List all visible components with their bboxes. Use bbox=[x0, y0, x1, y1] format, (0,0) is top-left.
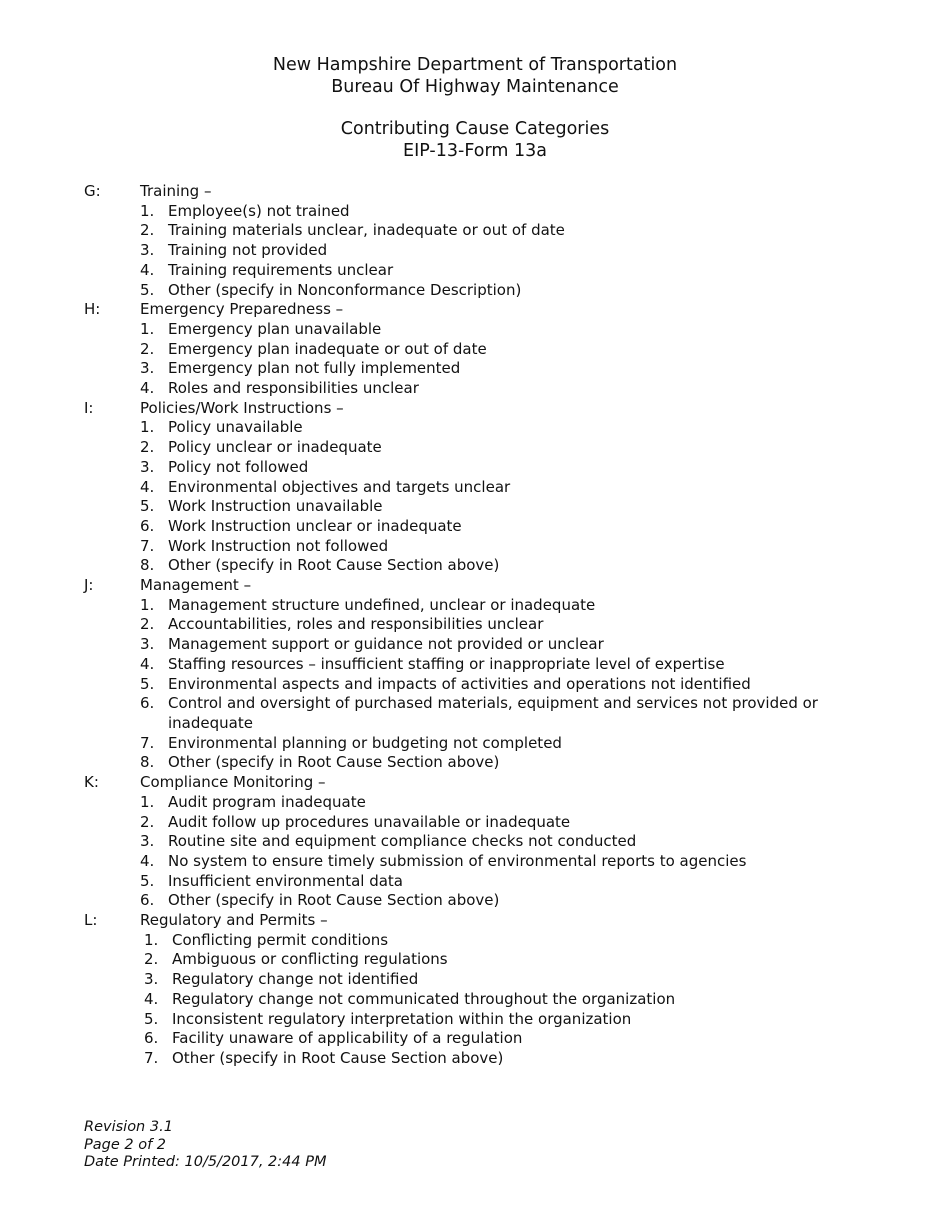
item-text: Environmental aspects and impacts of activities and operations not identified bbox=[168, 674, 751, 693]
category-list bbox=[84, 182, 844, 1069]
item-number: 5. bbox=[140, 871, 155, 890]
item-text: Other (specify in Root Cause Section above) bbox=[172, 1048, 504, 1067]
list-item bbox=[84, 891, 844, 911]
item-number: 1. bbox=[140, 201, 155, 220]
header-spacer bbox=[0, 98, 950, 119]
list-item bbox=[84, 261, 844, 281]
item-text: Emergency plan unavailable bbox=[168, 319, 382, 338]
category-title: Regulatory and Permits – bbox=[140, 911, 328, 930]
category-section bbox=[84, 182, 844, 300]
category-letter: J: bbox=[84, 576, 94, 595]
list-item bbox=[84, 1010, 844, 1030]
item-number: 2. bbox=[140, 339, 155, 358]
list-item bbox=[84, 615, 844, 635]
item-text: Training not provided bbox=[168, 241, 328, 260]
document-footer bbox=[84, 1119, 327, 1172]
item-number: 4. bbox=[140, 379, 155, 398]
item-number: 7. bbox=[140, 536, 155, 555]
item-number: 2. bbox=[140, 812, 155, 831]
item-text: Policy unclear or inadequate bbox=[168, 438, 382, 457]
item-text: Regulatory change not identified bbox=[172, 970, 419, 989]
category-section bbox=[84, 300, 844, 399]
item-text: Other (specify in Root Cause Section above) bbox=[168, 891, 500, 910]
item-number: 6. bbox=[140, 891, 155, 910]
list-item bbox=[84, 478, 844, 498]
list-item bbox=[84, 379, 844, 399]
list-item bbox=[84, 241, 844, 261]
item-number: 2. bbox=[140, 615, 155, 634]
list-item bbox=[84, 418, 844, 438]
item-text: Training requirements unclear bbox=[168, 260, 394, 279]
list-item bbox=[84, 970, 844, 990]
category-section bbox=[84, 576, 844, 773]
list-item bbox=[84, 793, 844, 813]
item-text: Work Instruction not followed bbox=[168, 536, 389, 555]
item-text: Environmental planning or budgeting not completed bbox=[168, 733, 562, 752]
item-number: 3. bbox=[140, 359, 155, 378]
list-item bbox=[84, 221, 844, 241]
list-item bbox=[84, 990, 844, 1010]
category-heading bbox=[84, 300, 844, 320]
page-number: Page 2 of 2 bbox=[84, 1136, 167, 1153]
item-text: Control and oversight of purchased materials, equipment and services not provided or inadequate bbox=[168, 694, 818, 732]
list-item bbox=[84, 734, 844, 754]
category-heading bbox=[84, 773, 844, 793]
list-item bbox=[84, 931, 844, 951]
item-text: Routine site and equipment compliance checks not conducted bbox=[168, 832, 637, 851]
list-item bbox=[84, 950, 844, 970]
item-number: 5. bbox=[140, 280, 155, 299]
document-title: Contributing Cause Categories bbox=[340, 119, 610, 139]
item-number: 1. bbox=[140, 595, 155, 614]
item-text: Ambiguous or conflicting regulations bbox=[172, 950, 448, 969]
item-text: Policy unavailable bbox=[168, 418, 303, 437]
document-header bbox=[0, 55, 950, 162]
item-text: No system to ensure timely submission of environmental reports to agencies bbox=[168, 851, 747, 870]
item-number: 6. bbox=[140, 694, 155, 713]
item-number: 1. bbox=[140, 418, 155, 437]
category-section bbox=[84, 911, 844, 1069]
list-item bbox=[84, 1029, 844, 1049]
item-number: 1. bbox=[140, 319, 155, 338]
list-item bbox=[84, 320, 844, 340]
item-number: 1. bbox=[144, 930, 159, 949]
item-number: 7. bbox=[144, 1048, 159, 1067]
list-item bbox=[84, 458, 844, 478]
category-heading bbox=[84, 399, 844, 419]
category-title: Training – bbox=[140, 182, 212, 200]
category-letter: I: bbox=[84, 398, 94, 417]
item-number: 1. bbox=[140, 792, 155, 811]
category-title: Compliance Monitoring – bbox=[140, 773, 326, 792]
item-number: 6. bbox=[140, 516, 155, 535]
item-number: 4. bbox=[140, 477, 155, 496]
item-number: 5. bbox=[144, 1009, 159, 1028]
category-heading bbox=[84, 182, 844, 202]
category-heading bbox=[84, 576, 844, 596]
list-item bbox=[84, 655, 844, 675]
item-number: 5. bbox=[140, 674, 155, 693]
item-number: 2. bbox=[140, 438, 155, 457]
item-text: Insufficient environmental data bbox=[168, 871, 403, 890]
item-number: 2. bbox=[144, 950, 159, 969]
item-number: 3. bbox=[140, 832, 155, 851]
category-letter: K: bbox=[84, 773, 99, 792]
item-text: Management support or guidance not provided or unclear bbox=[168, 635, 604, 654]
list-item bbox=[84, 281, 844, 301]
item-text: Accountabilities, roles and responsibilities unclear bbox=[168, 615, 544, 634]
item-text: Facility unaware of applicability of a regulation bbox=[172, 1029, 523, 1048]
form-id: EIP-13-Form 13a bbox=[403, 140, 547, 161]
item-number: 3. bbox=[144, 970, 159, 989]
item-number: 8. bbox=[140, 753, 155, 772]
item-text: Audit program inadequate bbox=[168, 792, 366, 811]
item-number: 4. bbox=[144, 989, 159, 1008]
item-text: Audit follow up procedures unavailable or inadequate bbox=[168, 812, 571, 831]
list-item bbox=[84, 872, 844, 892]
item-text: Other (specify in Root Cause Section above) bbox=[168, 753, 500, 772]
category-letter: G: bbox=[84, 182, 101, 200]
item-number: 6. bbox=[144, 1029, 159, 1048]
item-number: 3. bbox=[140, 635, 155, 654]
item-text: Conflicting permit conditions bbox=[172, 930, 389, 949]
list-item bbox=[84, 202, 844, 222]
list-item bbox=[84, 753, 844, 773]
category-title: Policies/Work Instructions – bbox=[140, 398, 344, 417]
item-text: Emergency plan not fully implemented bbox=[168, 359, 461, 378]
item-text: Training materials unclear, inadequate or out of date bbox=[168, 221, 565, 240]
item-text: Employee(s) not trained bbox=[168, 201, 350, 220]
category-title: Management – bbox=[140, 576, 252, 595]
item-text: Environmental objectives and targets unclear bbox=[168, 477, 511, 496]
list-item bbox=[84, 832, 844, 852]
item-number: 4. bbox=[140, 851, 155, 870]
item-text: Staffing resources – insufficient staffing or inappropriate level of expertise bbox=[168, 654, 725, 673]
item-number: 7. bbox=[140, 733, 155, 752]
item-number: 3. bbox=[140, 457, 155, 476]
item-text: Regulatory change not communicated throughout the organization bbox=[172, 989, 676, 1008]
item-text: Work Instruction unclear or inadequate bbox=[168, 516, 462, 535]
list-item bbox=[84, 596, 844, 616]
item-text: Emergency plan inadequate or out of date bbox=[168, 339, 487, 358]
category-section bbox=[84, 773, 844, 911]
list-item bbox=[84, 813, 844, 833]
item-text: Inconsistent regulatory interpretation within the organization bbox=[172, 1009, 632, 1028]
list-item bbox=[84, 438, 844, 458]
item-text: Other (specify in Root Cause Section above) bbox=[168, 556, 500, 575]
item-number: 5. bbox=[140, 497, 155, 516]
list-item bbox=[84, 537, 844, 557]
list-item bbox=[84, 497, 844, 517]
list-item bbox=[84, 1049, 844, 1069]
org-name: New Hampshire Department of Transportation bbox=[272, 55, 678, 75]
category-letter: L: bbox=[84, 911, 98, 930]
category-letter: H: bbox=[84, 300, 101, 319]
item-text: Policy not followed bbox=[168, 457, 309, 476]
item-text: Management structure undefined, unclear or inadequate bbox=[168, 595, 596, 614]
item-number: 4. bbox=[140, 260, 155, 279]
bureau-name: Bureau Of Highway Maintenance bbox=[331, 76, 619, 97]
item-number: 4. bbox=[140, 654, 155, 673]
item-text: Other (specify in Nonconformance Description) bbox=[168, 280, 522, 299]
revision-label: Revision 3.1 bbox=[84, 1119, 173, 1135]
list-item bbox=[84, 517, 844, 537]
item-number: 3. bbox=[140, 241, 155, 260]
list-item bbox=[84, 359, 844, 379]
list-item bbox=[84, 556, 844, 576]
item-text: Work Instruction unavailable bbox=[168, 497, 383, 516]
list-item bbox=[84, 675, 844, 695]
category-heading bbox=[84, 911, 844, 931]
category-title: Emergency Preparedness – bbox=[140, 300, 344, 319]
category-section bbox=[84, 399, 844, 576]
item-number: 8. bbox=[140, 556, 155, 575]
list-item bbox=[84, 852, 844, 872]
item-text: Roles and responsibilities unclear bbox=[168, 379, 419, 398]
list-item bbox=[84, 694, 844, 733]
list-item bbox=[84, 635, 844, 655]
date-printed: Date Printed: 10/5/2017, 2:44 PM bbox=[84, 1154, 327, 1171]
item-number: 2. bbox=[140, 221, 155, 240]
list-item bbox=[84, 340, 844, 360]
